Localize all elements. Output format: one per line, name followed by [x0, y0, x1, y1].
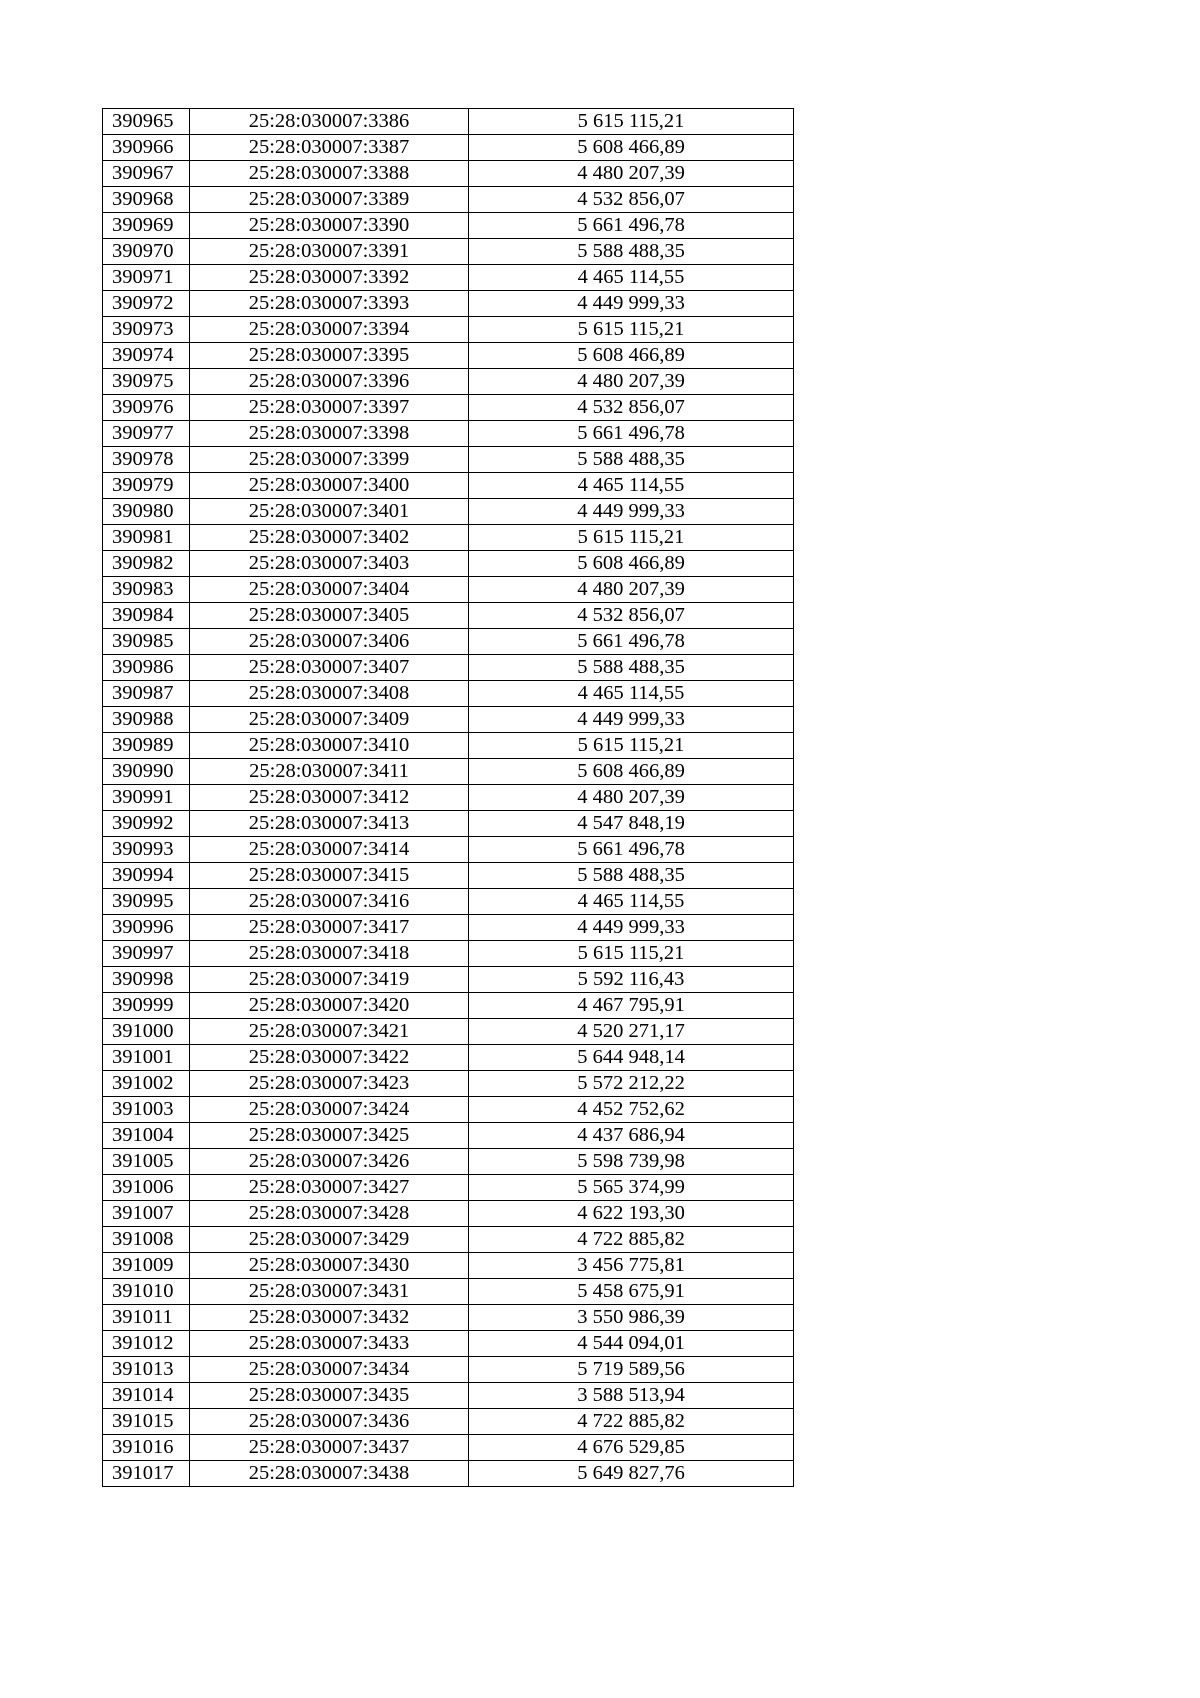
table-row: [103, 785, 794, 811]
cadastral-number-cell: 25:28:030007:3436: [190, 1409, 469, 1435]
cadastral-number-cell: 25:28:030007:3434: [190, 1357, 469, 1383]
value-cell: 4 437 686,94: [469, 1123, 794, 1149]
cadastral-number-cell: 25:28:030007:3424: [190, 1097, 469, 1123]
value-cell: 5 588 488,35: [469, 239, 794, 265]
table-row: [103, 1175, 794, 1201]
value-cell: 4 722 885,82: [469, 1409, 794, 1435]
table-row: [103, 473, 794, 499]
table-row: [103, 109, 794, 135]
table-row: [103, 265, 794, 291]
cadastral-number-cell: 25:28:030007:3420: [190, 993, 469, 1019]
cadastral-number-cell: 25:28:030007:3396: [190, 369, 469, 395]
table-row: [103, 291, 794, 317]
table-row: [103, 1149, 794, 1175]
row-id-cell: 390991: [103, 785, 190, 811]
table-row: [103, 603, 794, 629]
cadastral-number-cell: 25:28:030007:3399: [190, 447, 469, 473]
table-row: [103, 551, 794, 577]
table-row: [103, 369, 794, 395]
row-id-cell: 391011: [103, 1305, 190, 1331]
value-cell: 4 532 856,07: [469, 187, 794, 213]
cadastral-number-cell: 25:28:030007:3417: [190, 915, 469, 941]
cadastral-number-cell: 25:28:030007:3438: [190, 1461, 469, 1487]
cadastral-number-cell: 25:28:030007:3437: [190, 1435, 469, 1461]
row-id-cell: 390997: [103, 941, 190, 967]
row-id-cell: 391007: [103, 1201, 190, 1227]
row-id-cell: 390986: [103, 655, 190, 681]
table-row: [103, 1409, 794, 1435]
cadastral-number-cell: 25:28:030007:3435: [190, 1383, 469, 1409]
row-id-cell: 390993: [103, 837, 190, 863]
cadastral-number-cell: 25:28:030007:3397: [190, 395, 469, 421]
table-row: [103, 135, 794, 161]
table-row: [103, 733, 794, 759]
row-id-cell: 390982: [103, 551, 190, 577]
value-cell: 5 565 374,99: [469, 1175, 794, 1201]
row-id-cell: 391016: [103, 1435, 190, 1461]
row-id-cell: 390992: [103, 811, 190, 837]
cadastral-number-cell: 25:28:030007:3433: [190, 1331, 469, 1357]
value-cell: 5 719 589,56: [469, 1357, 794, 1383]
value-cell: 4 544 094,01: [469, 1331, 794, 1357]
row-id-cell: 390968: [103, 187, 190, 213]
value-cell: 5 615 115,21: [469, 109, 794, 135]
cadastral-number-cell: 25:28:030007:3429: [190, 1227, 469, 1253]
table-row: [103, 447, 794, 473]
value-cell: 4 465 114,55: [469, 265, 794, 291]
value-cell: 5 644 948,14: [469, 1045, 794, 1071]
value-cell: 4 465 114,55: [469, 473, 794, 499]
table-row: [103, 343, 794, 369]
value-cell: 4 480 207,39: [469, 369, 794, 395]
cadastral-number-cell: 25:28:030007:3430: [190, 1253, 469, 1279]
table-row: [103, 889, 794, 915]
row-id-cell: 391014: [103, 1383, 190, 1409]
cadastral-number-cell: 25:28:030007:3407: [190, 655, 469, 681]
cadastral-number-cell: 25:28:030007:3392: [190, 265, 469, 291]
value-cell: 3 456 775,81: [469, 1253, 794, 1279]
cadastral-number-cell: 25:28:030007:3386: [190, 109, 469, 135]
table-row: [103, 1071, 794, 1097]
table-row: [103, 681, 794, 707]
cadastral-number-cell: 25:28:030007:3412: [190, 785, 469, 811]
table-row: [103, 629, 794, 655]
value-cell: 4 532 856,07: [469, 395, 794, 421]
table-row: [103, 863, 794, 889]
table-row: [103, 811, 794, 837]
value-cell: 5 608 466,89: [469, 135, 794, 161]
table-row: [103, 525, 794, 551]
row-id-cell: 390995: [103, 889, 190, 915]
data-table: [102, 108, 794, 1487]
row-id-cell: 390984: [103, 603, 190, 629]
value-cell: 5 572 212,22: [469, 1071, 794, 1097]
table-row: [103, 499, 794, 525]
row-id-cell: 391017: [103, 1461, 190, 1487]
value-cell: 4 467 795,91: [469, 993, 794, 1019]
row-id-cell: 390979: [103, 473, 190, 499]
cadastral-number-cell: 25:28:030007:3394: [190, 317, 469, 343]
table-row: [103, 1357, 794, 1383]
table-row: [103, 1305, 794, 1331]
row-id-cell: 390994: [103, 863, 190, 889]
row-id-cell: 390975: [103, 369, 190, 395]
table-row: [103, 1435, 794, 1461]
cadastral-number-cell: 25:28:030007:3404: [190, 577, 469, 603]
cadastral-number-cell: 25:28:030007:3405: [190, 603, 469, 629]
value-cell: 4 480 207,39: [469, 577, 794, 603]
cadastral-number-cell: 25:28:030007:3418: [190, 941, 469, 967]
row-id-cell: 390965: [103, 109, 190, 135]
value-cell: 5 615 115,21: [469, 733, 794, 759]
cadastral-number-cell: 25:28:030007:3409: [190, 707, 469, 733]
value-cell: 5 588 488,35: [469, 655, 794, 681]
table-row: [103, 317, 794, 343]
table-row: [103, 1461, 794, 1487]
cadastral-number-cell: 25:28:030007:3389: [190, 187, 469, 213]
table-row: [103, 1045, 794, 1071]
table-row: [103, 395, 794, 421]
cadastral-number-cell: 25:28:030007:3403: [190, 551, 469, 577]
row-id-cell: 391003: [103, 1097, 190, 1123]
value-cell: 5 458 675,91: [469, 1279, 794, 1305]
row-id-cell: 390981: [103, 525, 190, 551]
cadastral-number-cell: 25:28:030007:3415: [190, 863, 469, 889]
table-row: [103, 577, 794, 603]
row-id-cell: 390972: [103, 291, 190, 317]
value-cell: 5 608 466,89: [469, 759, 794, 785]
row-id-cell: 391015: [103, 1409, 190, 1435]
row-id-cell: 391004: [103, 1123, 190, 1149]
value-cell: 5 615 115,21: [469, 941, 794, 967]
value-cell: 5 598 739,98: [469, 1149, 794, 1175]
row-id-cell: 390999: [103, 993, 190, 1019]
cadastral-number-cell: 25:28:030007:3393: [190, 291, 469, 317]
value-cell: 5 615 115,21: [469, 317, 794, 343]
value-cell: 4 532 856,07: [469, 603, 794, 629]
cadastral-number-cell: 25:28:030007:3416: [190, 889, 469, 915]
cadastral-number-cell: 25:28:030007:3395: [190, 343, 469, 369]
row-id-cell: 390985: [103, 629, 190, 655]
table-row: [103, 1253, 794, 1279]
value-cell: 4 676 529,85: [469, 1435, 794, 1461]
row-id-cell: 391012: [103, 1331, 190, 1357]
value-cell: 4 465 114,55: [469, 889, 794, 915]
table-row: [103, 187, 794, 213]
row-id-cell: 390988: [103, 707, 190, 733]
cadastral-number-cell: 25:28:030007:3401: [190, 499, 469, 525]
row-id-cell: 390987: [103, 681, 190, 707]
value-cell: 4 547 848,19: [469, 811, 794, 837]
row-id-cell: 390970: [103, 239, 190, 265]
value-cell: 5 588 488,35: [469, 447, 794, 473]
value-cell: 4 465 114,55: [469, 681, 794, 707]
row-id-cell: 391006: [103, 1175, 190, 1201]
table-row: [103, 1201, 794, 1227]
value-cell: 3 588 513,94: [469, 1383, 794, 1409]
cadastral-number-cell: 25:28:030007:3432: [190, 1305, 469, 1331]
value-cell: 4 480 207,39: [469, 785, 794, 811]
cadastral-number-cell: 25:28:030007:3388: [190, 161, 469, 187]
cadastral-number-cell: 25:28:030007:3406: [190, 629, 469, 655]
table-row: [103, 1227, 794, 1253]
row-id-cell: 391010: [103, 1279, 190, 1305]
cadastral-number-cell: 25:28:030007:3408: [190, 681, 469, 707]
cadastral-number-cell: 25:28:030007:3428: [190, 1201, 469, 1227]
cadastral-number-cell: 25:28:030007:3387: [190, 135, 469, 161]
value-cell: 3 550 986,39: [469, 1305, 794, 1331]
table-row: [103, 1097, 794, 1123]
value-cell: 5 661 496,78: [469, 837, 794, 863]
value-cell: 4 449 999,33: [469, 707, 794, 733]
row-id-cell: 390974: [103, 343, 190, 369]
cadastral-number-cell: 25:28:030007:3402: [190, 525, 469, 551]
table-row: [103, 1331, 794, 1357]
row-id-cell: 390996: [103, 915, 190, 941]
table-row: [103, 967, 794, 993]
table-row: [103, 1019, 794, 1045]
value-cell: 4 449 999,33: [469, 499, 794, 525]
value-cell: 5 608 466,89: [469, 551, 794, 577]
row-id-cell: 390990: [103, 759, 190, 785]
cadastral-number-cell: 25:28:030007:3400: [190, 473, 469, 499]
row-id-cell: 390969: [103, 213, 190, 239]
cadastral-number-cell: 25:28:030007:3419: [190, 967, 469, 993]
table-row: [103, 1279, 794, 1305]
table-row: [103, 1123, 794, 1149]
cadastral-number-cell: 25:28:030007:3410: [190, 733, 469, 759]
value-cell: 4 520 271,17: [469, 1019, 794, 1045]
value-cell: 5 661 496,78: [469, 629, 794, 655]
value-cell: 4 449 999,33: [469, 291, 794, 317]
row-id-cell: 390983: [103, 577, 190, 603]
table-row: [103, 759, 794, 785]
value-cell: 5 608 466,89: [469, 343, 794, 369]
table-row: [103, 837, 794, 863]
table-row: [103, 161, 794, 187]
row-id-cell: 390989: [103, 733, 190, 759]
cadastral-number-cell: 25:28:030007:3390: [190, 213, 469, 239]
row-id-cell: 390973: [103, 317, 190, 343]
table-row: [103, 239, 794, 265]
row-id-cell: 390967: [103, 161, 190, 187]
cadastral-number-cell: 25:28:030007:3391: [190, 239, 469, 265]
cadastral-number-cell: 25:28:030007:3425: [190, 1123, 469, 1149]
row-id-cell: 390977: [103, 421, 190, 447]
row-id-cell: 390971: [103, 265, 190, 291]
row-id-cell: 391008: [103, 1227, 190, 1253]
cadastral-number-cell: 25:28:030007:3427: [190, 1175, 469, 1201]
cadastral-number-cell: 25:28:030007:3426: [190, 1149, 469, 1175]
value-cell: 5 588 488,35: [469, 863, 794, 889]
value-cell: 4 449 999,33: [469, 915, 794, 941]
row-id-cell: 390978: [103, 447, 190, 473]
value-cell: 5 661 496,78: [469, 213, 794, 239]
cadastral-number-cell: 25:28:030007:3423: [190, 1071, 469, 1097]
value-cell: 5 615 115,21: [469, 525, 794, 551]
row-id-cell: 391013: [103, 1357, 190, 1383]
table-row: [103, 655, 794, 681]
table-body: [103, 109, 794, 1487]
row-id-cell: 391002: [103, 1071, 190, 1097]
table-row: [103, 941, 794, 967]
table-row: [103, 1383, 794, 1409]
cadastral-number-cell: 25:28:030007:3421: [190, 1019, 469, 1045]
row-id-cell: 390998: [103, 967, 190, 993]
value-cell: 5 649 827,76: [469, 1461, 794, 1487]
table-row: [103, 993, 794, 1019]
value-cell: 4 452 752,62: [469, 1097, 794, 1123]
row-id-cell: 391000: [103, 1019, 190, 1045]
value-cell: 4 480 207,39: [469, 161, 794, 187]
cadastral-number-cell: 25:28:030007:3398: [190, 421, 469, 447]
value-cell: 4 622 193,30: [469, 1201, 794, 1227]
row-id-cell: 390980: [103, 499, 190, 525]
row-id-cell: 391001: [103, 1045, 190, 1071]
cadastral-number-cell: 25:28:030007:3413: [190, 811, 469, 837]
row-id-cell: 391005: [103, 1149, 190, 1175]
cadastral-number-cell: 25:28:030007:3411: [190, 759, 469, 785]
value-cell: 5 592 116,43: [469, 967, 794, 993]
row-id-cell: 390966: [103, 135, 190, 161]
cadastral-number-cell: 25:28:030007:3431: [190, 1279, 469, 1305]
value-cell: 5 661 496,78: [469, 421, 794, 447]
table-row: [103, 213, 794, 239]
table-row: [103, 707, 794, 733]
row-id-cell: 391009: [103, 1253, 190, 1279]
cadastral-number-cell: 25:28:030007:3422: [190, 1045, 469, 1071]
value-cell: 4 722 885,82: [469, 1227, 794, 1253]
row-id-cell: 390976: [103, 395, 190, 421]
table-row: [103, 421, 794, 447]
table-row: [103, 915, 794, 941]
cadastral-number-cell: 25:28:030007:3414: [190, 837, 469, 863]
